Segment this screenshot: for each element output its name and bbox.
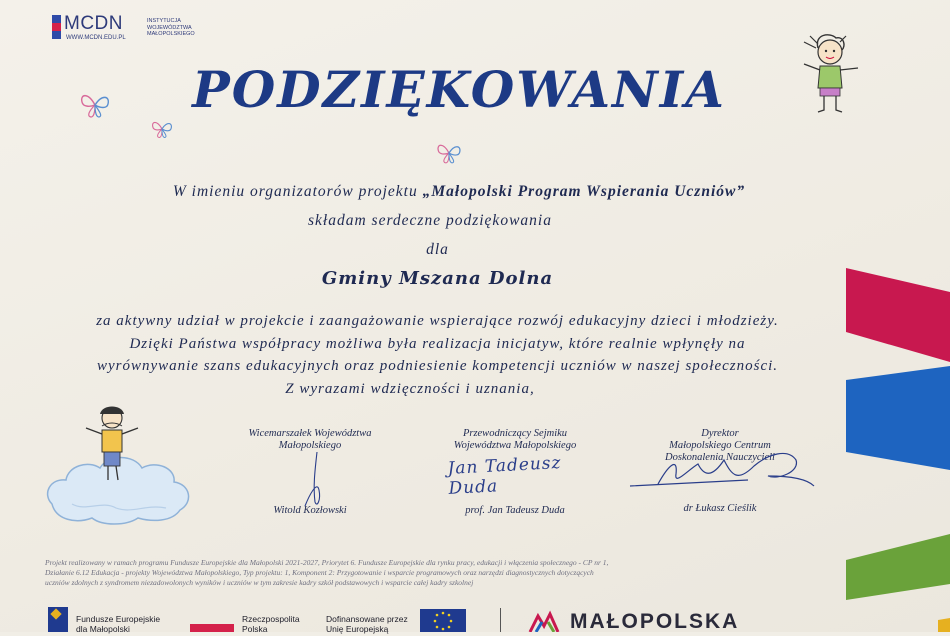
- intro-line-3: dla: [426, 241, 449, 258]
- funder-text-line: Polska: [242, 624, 268, 634]
- signatory-1-name: Witold Kozłowski: [273, 505, 347, 516]
- ue-logo-text: [326, 614, 408, 634]
- stripe-green: [846, 534, 950, 600]
- logo-url: WWW.MCDN.EDU.PL: [66, 35, 126, 41]
- logo-institution-line: INSTYTUCJA: [147, 18, 181, 24]
- funders-divider: [500, 608, 501, 632]
- signatory-title-line: Małopolskiego: [278, 440, 342, 451]
- signatory-title-line: Przewodniczący Sejmiku: [462, 428, 568, 439]
- fe-logo-star-icon: [50, 608, 61, 619]
- funder-text-line: Fundusze Europejskie: [76, 614, 161, 624]
- body-line: Dzięki Państwa współpracy możliwa była realizacja inicjatyw, które realnie wpłynęły na: [129, 336, 746, 352]
- rp-flag-icon: [190, 624, 234, 632]
- signatory-2-name: prof. Jan Tadeusz Duda: [465, 505, 565, 516]
- intro-prefix: W imieniu organizatorów projektu: [172, 183, 418, 200]
- funder-text-line: dla Małopolski: [76, 624, 130, 634]
- funder-text-line: Unię Europejską: [326, 624, 389, 634]
- logo-institution-line: WOJEWÓDZTWA: [147, 24, 192, 31]
- closing-line: Z wyrazami wdzięczności i uznania,: [285, 381, 535, 397]
- signature-3-icon: [628, 446, 818, 496]
- rp-logo-text: [242, 614, 300, 634]
- certificate-title: PODZIĘKOWANIA: [192, 60, 726, 119]
- fe-logo-icon: [48, 607, 68, 632]
- signatory-2-title: [425, 428, 605, 452]
- signatory-title-line: Doskonalenia Nauczycieli: [665, 452, 775, 463]
- signatory-title-line: Województwa Małopolskiego: [453, 440, 577, 451]
- signatory-3-name: dr Łukasz Cieślik: [683, 503, 757, 514]
- footnote-line: Działanie 6.12 Edukacja - projekty Województwa Małopolskiego, Typ projektu: 1, Komponent 2: Przygotowanie i wsparcie programowych oraz narzędzi diagnostycznych dotyczących: [45, 568, 594, 577]
- stripe-magenta: [846, 268, 950, 362]
- project-footnote: [45, 558, 805, 588]
- body-line: za aktywny udział w projekcie i zaangażowanie wspierające rozwój edukacyjny dzieci i młodzieży.: [96, 313, 779, 329]
- recipient-name: Gminy Mszana Dolna: [321, 268, 554, 289]
- stripe-blue: [846, 366, 950, 470]
- malopolska-wordmark: MAŁOPOLSKA: [570, 610, 740, 633]
- eu-flag-icon: [420, 609, 466, 632]
- mcdn-logo: [52, 13, 212, 43]
- signatory-1-title: [225, 428, 395, 452]
- fe-logo-text: [76, 614, 160, 634]
- footnote-line: Projekt realizowany w ramach programu Fundusze Europejskie dla Małopolski 2021-2027, Priorytet 6. Fundusze Europejskie dla rynku pracy, edukacji i włączenia społecznego - CP nr 1,: [45, 558, 609, 567]
- signatory-title-line: Małopolskiego Centrum: [669, 440, 771, 451]
- body-line: wyrównywanie szans edukacyjnych oraz podniesienie kompetencji uczniów w naszej społeczności.: [96, 358, 779, 374]
- butterfly-icon: [435, 140, 463, 166]
- funder-text-line: Rzeczpospolita: [242, 614, 300, 624]
- butterfly-icon: [150, 118, 174, 140]
- stripe-yellow: [938, 618, 950, 632]
- intro-line-2: składam serdeczne podziękowania: [308, 212, 552, 229]
- signatory-title-line: Wicemarszałek Województwa: [248, 428, 372, 439]
- decorative-stripes: [838, 262, 950, 632]
- boy-on-cloud-drawing-icon: [42, 404, 194, 528]
- signature-1-icon: [295, 450, 335, 510]
- project-name: „Małopolski Program Wspierania Uczniów”: [422, 183, 746, 200]
- malopolska-logo-icon: [528, 610, 560, 632]
- intro-line-1: [0, 183, 918, 201]
- logo-name: MCDN: [64, 13, 123, 34]
- signature-2-handwriting: Jan Tadeusz Duda: [447, 452, 562, 499]
- logo-institution: [147, 18, 217, 38]
- funder-text-line: Dofinansowane przez: [326, 614, 408, 624]
- footnote-line: uczniów zdolnych z syndromem niezadowolonych wyników i uczniów w tym zakresie kadry szkół podstawowych i wsparcie całej kadry szkolnej: [45, 578, 474, 587]
- mcdn-logo-mark-icon: [52, 15, 61, 39]
- signatory-title-line: Dyrektor: [701, 428, 739, 439]
- logo-institution-line: MAŁOPOLSKIEGO: [147, 31, 195, 37]
